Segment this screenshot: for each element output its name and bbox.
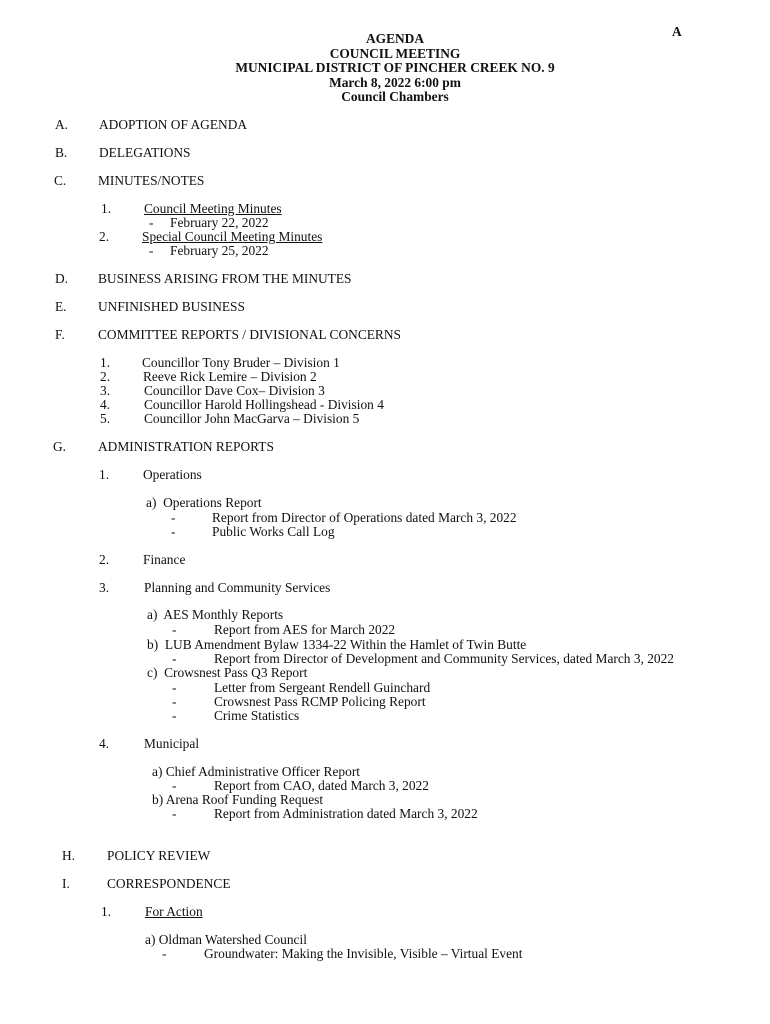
bullet-dash: - (172, 708, 177, 723)
item-title: Planning and Community Services (144, 580, 331, 595)
sub-item-label: c) Crowsnest Pass Q3 Report (147, 665, 308, 680)
section-letter: E. (55, 299, 67, 314)
bullet-dash: - (171, 510, 176, 525)
council-minutes-link[interactable]: Council Meeting Minutes (144, 201, 282, 216)
section-title: POLICY REVIEW (107, 848, 211, 863)
item-number: 1. (99, 467, 110, 482)
item-title: Operations (143, 467, 202, 482)
councillor-item: Councillor Dave Cox– Division 3 (144, 383, 325, 398)
item-number: 3. (100, 383, 111, 398)
section-title: ADOPTION OF AGENDA (99, 117, 248, 132)
bullet-text: Groundwater: Making the Invisible, Visible – Virtual Event (204, 946, 523, 961)
bullet-dash: - (162, 946, 167, 961)
section-letter: D. (55, 271, 69, 286)
header-municipality: MUNICIPAL DISTRICT OF PINCHER CREEK NO. 9 (235, 60, 555, 75)
section-letter: A. (55, 117, 69, 132)
item-number: 1. (101, 904, 112, 919)
councillor-item: Reeve Rick Lemire – Division 2 (143, 369, 317, 384)
section-title: UNFINISHED BUSINESS (98, 299, 245, 314)
item-number: 1. (101, 201, 112, 216)
item-title: Finance (143, 552, 186, 567)
item-detail: February 22, 2022 (170, 215, 269, 230)
item-detail: February 25, 2022 (170, 243, 269, 258)
sub-item-label: a) Operations Report (146, 495, 262, 510)
item-number: 2. (100, 369, 111, 384)
bullet-dash: - (172, 622, 177, 637)
bullet-text: Crowsnest Pass RCMP Policing Report (214, 694, 426, 709)
section-letter: H. (62, 848, 76, 863)
page-marker: A (672, 24, 682, 39)
bullet-text: Crime Statistics (214, 708, 300, 723)
bullet-text: Report from Director of Operations dated March 3, 2022 (212, 510, 517, 525)
item-number: 4. (99, 736, 110, 751)
councillor-item: Councillor Tony Bruder – Division 1 (142, 355, 340, 370)
item-number: 2. (99, 229, 110, 244)
sub-item-label: b) LUB Amendment Bylaw 1334-22 Within the Hamlet of Twin Butte (147, 637, 527, 652)
bullet-text: Report from Administration dated March 3, 2022 (214, 806, 478, 821)
section-letter: C. (54, 173, 67, 188)
section-title: DELEGATIONS (99, 145, 191, 160)
for-action-link[interactable]: For Action (145, 904, 203, 919)
bullet-dash: - (171, 524, 176, 539)
bullet-text: Public Works Call Log (212, 524, 335, 539)
bullet-dash: - (172, 651, 177, 666)
bullet-text: Report from CAO, dated March 3, 2022 (214, 778, 429, 793)
header-date-time: March 8, 2022 6:00 pm (329, 74, 461, 90)
bullet-dash: - (172, 694, 177, 709)
header-location: Council Chambers (341, 89, 449, 104)
section-letter: B. (55, 145, 68, 160)
section-letter: G. (53, 439, 67, 454)
item-number: 1. (100, 355, 111, 370)
section-title: BUSINESS ARISING FROM THE MINUTES (98, 271, 352, 286)
bullet-dash: - (149, 215, 154, 230)
bullet-text: Report from Director of Development and Community Services, dated March 3, 2022 (214, 651, 675, 666)
bullet-text: Letter from Sergeant Rendell Guinchard (214, 680, 431, 695)
section-letter: F. (55, 327, 65, 342)
item-title: Municipal (144, 736, 200, 751)
section-letter: I. (62, 876, 70, 891)
special-council-minutes-link[interactable]: Special Council Meeting Minutes (142, 229, 323, 244)
councillor-item: Councillor Harold Hollingshead - Division 4 (144, 397, 384, 412)
sub-item-label: a) Oldman Watershed Council (145, 932, 307, 947)
item-number: 5. (100, 411, 111, 426)
section-title: ADMINISTRATION REPORTS (98, 439, 274, 454)
councillor-item: Councillor John MacGarva – Division 5 (144, 411, 360, 426)
sub-item-label: b) Arena Roof Funding Request (152, 792, 324, 807)
header-meeting-type: COUNCIL MEETING (329, 45, 461, 61)
section-title: MINUTES/NOTES (98, 173, 205, 188)
sub-item-label: a) AES Monthly Reports (147, 607, 284, 622)
section-title: CORRESPONDENCE (107, 876, 231, 891)
header-title: AGENDA (365, 31, 425, 46)
bullet-dash: - (149, 243, 154, 258)
item-number: 4. (100, 397, 111, 412)
section-title: COMMITTEE REPORTS / DIVISIONAL CONCERNS (98, 327, 401, 342)
bullet-dash: - (172, 806, 177, 821)
item-number: 2. (99, 552, 110, 567)
bullet-dash: - (172, 680, 177, 695)
bullet-text: Report from AES for March 2022 (214, 622, 396, 637)
bullet-dash: - (172, 778, 177, 793)
sub-item-label: a) Chief Administrative Officer Report (152, 764, 360, 779)
item-number: 3. (99, 580, 110, 595)
